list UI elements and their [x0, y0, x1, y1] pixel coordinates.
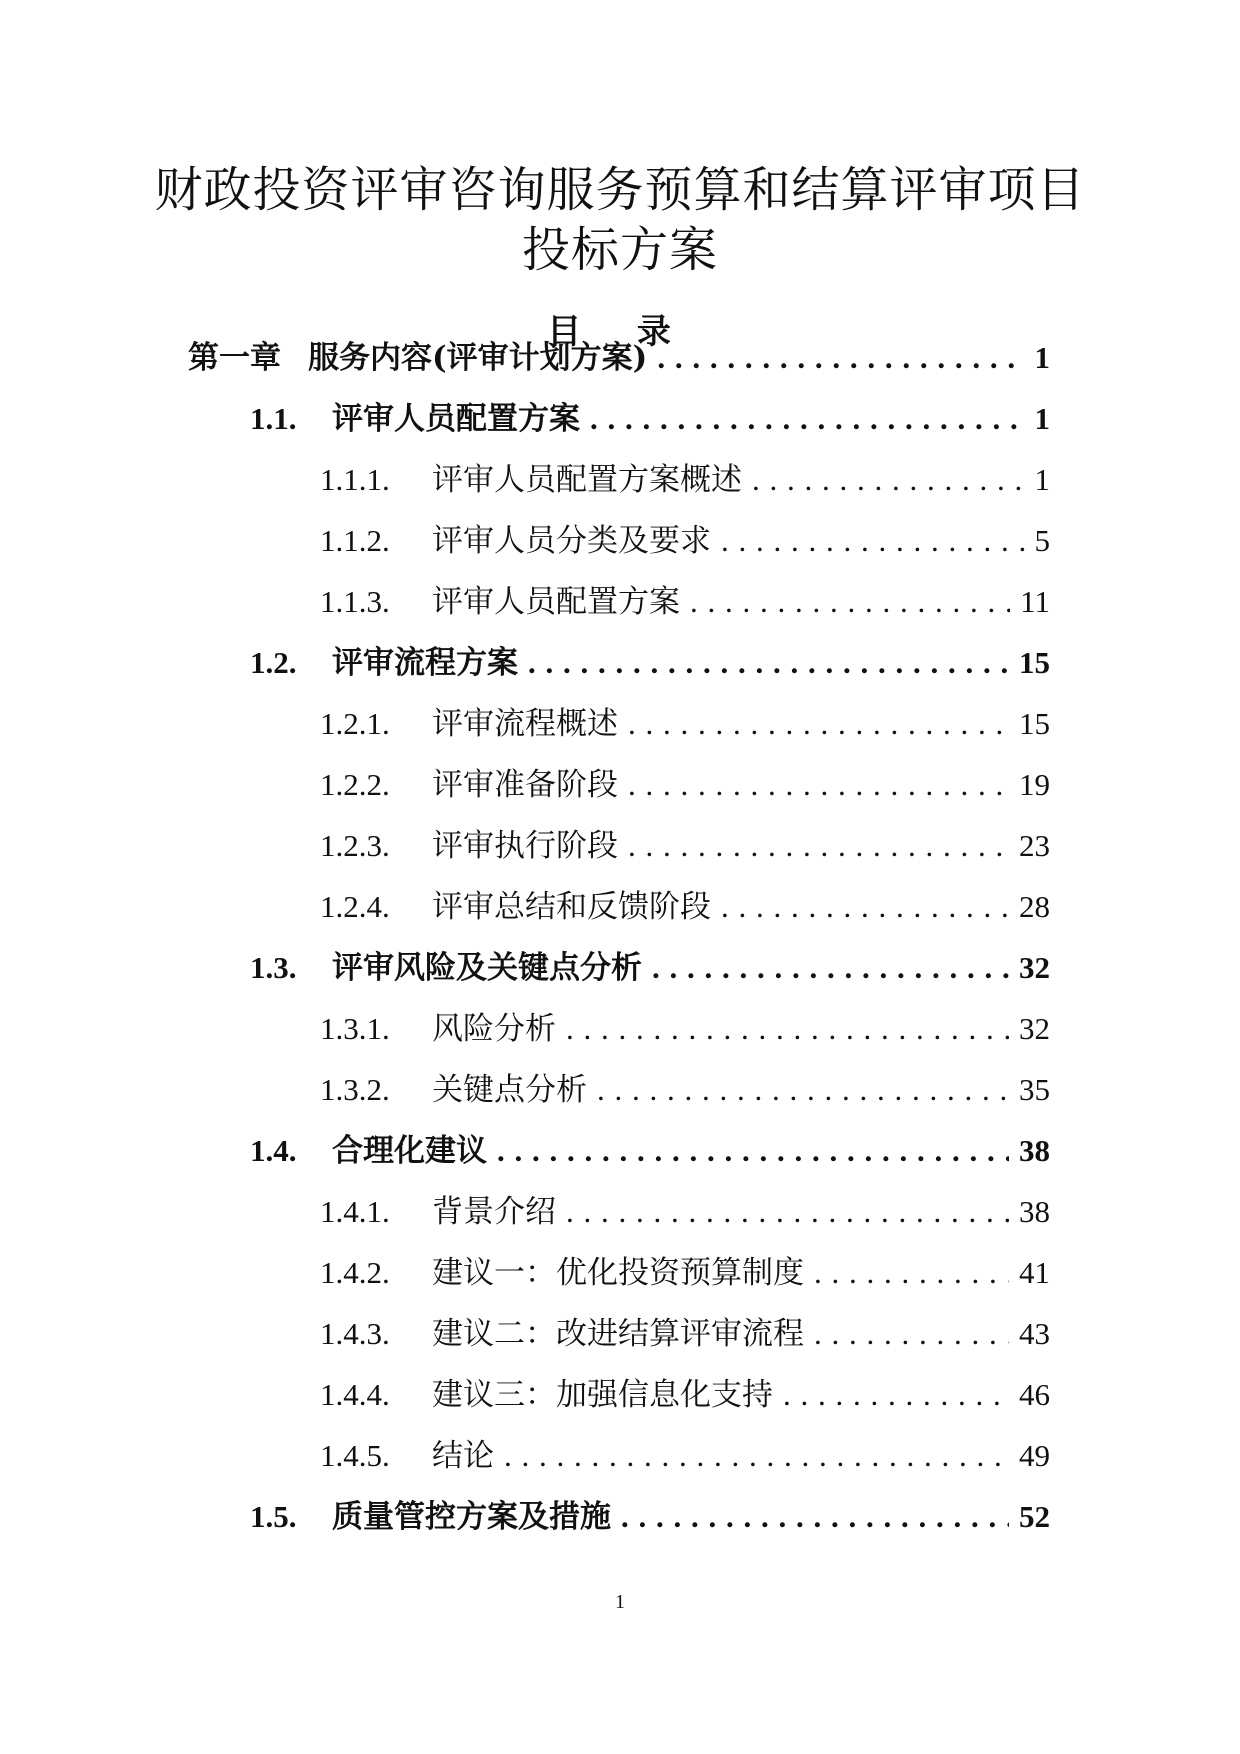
toc-entry-1-4-1[interactable] — [320, 1192, 1050, 1232]
toc-entry-label: 评审执行阶段 — [432, 828, 618, 864]
toc-leader-dots — [721, 521, 1025, 561]
toc-entry-label: 结论 — [432, 1438, 494, 1474]
toc-entry-label: 建议二：改进结算评审流程 — [432, 1316, 804, 1352]
toc-entry-number: 1.1.1. — [320, 462, 390, 497]
toc-entry-page: 5 — [1034, 523, 1050, 558]
toc-entry-1-2-3[interactable] — [320, 826, 1050, 866]
toc-leader-dots — [783, 1375, 1009, 1415]
toc-leader-dots — [628, 765, 1009, 805]
toc-entry-page: 32 — [1019, 950, 1050, 985]
toc-leader-dots — [657, 338, 1024, 378]
toc-entry-number: 1.3. — [250, 950, 297, 985]
toc-leader-dots — [690, 582, 1010, 622]
toc-entry-page: 52 — [1019, 1499, 1050, 1534]
toc-entry-label: 关键点分析 — [432, 1072, 587, 1108]
toc-entry-number: 1.2.3. — [320, 828, 390, 863]
toc-entry-label: 评审人员配置方案 — [432, 584, 680, 620]
toc-leader-dots — [504, 1436, 1009, 1476]
toc-entry-1-1-3[interactable] — [320, 582, 1050, 622]
toc-entry-label: 评审流程方案 — [332, 645, 518, 681]
toc-entry-page: 1 — [1034, 462, 1050, 497]
toc-entry-1-1-1[interactable] — [320, 460, 1050, 500]
toc-entry-number: 1.1.3. — [320, 584, 390, 619]
toc-entry-number: 1.4. — [250, 1133, 297, 1168]
toc-leader-dots — [814, 1314, 1009, 1354]
toc-heading-text: 目 录 — [547, 312, 693, 352]
toc-entry-label: 评审人员配置方案概述 — [432, 462, 742, 498]
toc-entry-number: 1.3.1. — [320, 1011, 390, 1046]
toc-leader-dots — [597, 1070, 1009, 1110]
toc-entry-1-4-4[interactable] — [320, 1375, 1050, 1415]
toc-entry-number: 1.4.4. — [320, 1377, 390, 1412]
toc-entry-page: 41 — [1019, 1255, 1050, 1290]
toc-entry-number: 1.5. — [250, 1499, 297, 1534]
toc-entry-number: 1.2.1. — [320, 706, 390, 741]
toc-leader-dots — [752, 460, 1025, 500]
toc-entry-page: 38 — [1019, 1133, 1050, 1168]
toc-entry-page: 28 — [1019, 889, 1050, 924]
toc-entry-page: 15 — [1019, 645, 1050, 680]
toc-entry-1-1[interactable] — [250, 399, 1050, 439]
toc-entry-1-3-2[interactable] — [320, 1070, 1050, 1110]
toc-leader-dots — [566, 1009, 1009, 1049]
toc-entry-label: 背景介绍 — [432, 1194, 556, 1230]
toc-leader-dots — [814, 1253, 1009, 1293]
toc-entry-page: 19 — [1019, 767, 1050, 802]
toc-leader-dots — [590, 399, 1025, 439]
toc-entry-1-2-1[interactable] — [320, 704, 1050, 744]
page-number: 1 — [615, 1591, 625, 1613]
toc-entry-label: 建议三：加强信息化支持 — [432, 1377, 773, 1413]
document-title-line-1: 财政投资评审咨询服务预算和结算评审项目 — [154, 162, 1086, 218]
toc-entry-label: 建议一：优化投资预算制度 — [432, 1255, 804, 1291]
toc-entry-number: 1.2. — [250, 645, 297, 680]
toc-leader-dots — [628, 826, 1009, 866]
toc-entry-1-4[interactable] — [250, 1131, 1050, 1171]
toc-entry-number: 1.2.2. — [320, 767, 390, 802]
toc-entry-number: 1.3.2. — [320, 1072, 390, 1107]
toc-entry-number: 1.4.1. — [320, 1194, 390, 1229]
toc-entry-page: 1 — [1034, 340, 1050, 375]
toc-entry-page: 15 — [1019, 706, 1050, 741]
toc-entry-number: 1.1.2. — [320, 523, 390, 558]
toc-entry-number: 第一章 — [188, 340, 281, 376]
toc-leader-dots — [621, 1497, 1009, 1537]
toc-entry-page: 49 — [1019, 1438, 1050, 1473]
toc-entry-1-3-1[interactable] — [320, 1009, 1050, 1049]
toc-entry-label: 评审准备阶段 — [432, 767, 618, 803]
toc-entry-number: 1.2.4. — [320, 889, 390, 924]
toc-entry-number: 1.4.3. — [320, 1316, 390, 1351]
toc-entry-label: 评审风险及关键点分析 — [332, 950, 642, 986]
toc-entry-1-2-4[interactable] — [320, 887, 1050, 927]
toc-entry-label: 风险分析 — [432, 1011, 556, 1047]
toc-entry-page: 11 — [1020, 584, 1050, 619]
toc-entry-label: 评审总结和反馈阶段 — [432, 889, 711, 925]
toc-entry-1-3[interactable] — [250, 948, 1050, 988]
toc-leader-dots — [528, 643, 1009, 683]
toc-entry-1-5[interactable] — [250, 1497, 1050, 1537]
toc-leader-dots — [497, 1131, 1009, 1171]
toc-entry-1-1-2[interactable] — [320, 521, 1050, 561]
toc-leader-dots — [721, 887, 1009, 927]
toc-leader-dots — [652, 948, 1009, 988]
toc-entry-number: 1.4.2. — [320, 1255, 390, 1290]
toc-entry-1-2[interactable] — [250, 643, 1050, 683]
toc-entry-number: 1.1. — [250, 401, 297, 436]
toc-entry-page: 32 — [1019, 1011, 1050, 1046]
toc-leader-dots — [628, 704, 1009, 744]
toc-entry-label: 服务内容(评审计划方案) — [308, 340, 648, 376]
toc-entry-label: 合理化建议 — [332, 1133, 487, 1169]
document-title-line-2: 投标方案 — [521, 222, 718, 278]
toc-leader-dots — [566, 1192, 1009, 1232]
toc-entry-label: 评审人员配置方案 — [332, 401, 580, 437]
toc-entry-page: 1 — [1034, 401, 1050, 436]
toc-entry-page: 23 — [1019, 828, 1050, 863]
toc-entry-1-4-3[interactable] — [320, 1314, 1050, 1354]
toc-entry-1-4-5[interactable] — [320, 1436, 1050, 1476]
toc-entry-1-2-2[interactable] — [320, 765, 1050, 805]
toc-entry-label: 评审人员分类及要求 — [432, 523, 711, 559]
toc-entry-page: 35 — [1019, 1072, 1050, 1107]
toc-entry-page: 46 — [1019, 1377, 1050, 1412]
toc-entry-number: 1.4.5. — [320, 1438, 390, 1473]
toc-entry-label: 评审流程概述 — [432, 706, 618, 742]
toc-entry-chapter-1[interactable] — [188, 338, 1050, 378]
toc-entry-1-4-2[interactable] — [320, 1253, 1050, 1293]
toc-entry-page: 43 — [1019, 1316, 1050, 1351]
toc-entry-label: 质量管控方案及措施 — [332, 1499, 611, 1535]
toc-entry-page: 38 — [1019, 1194, 1050, 1229]
